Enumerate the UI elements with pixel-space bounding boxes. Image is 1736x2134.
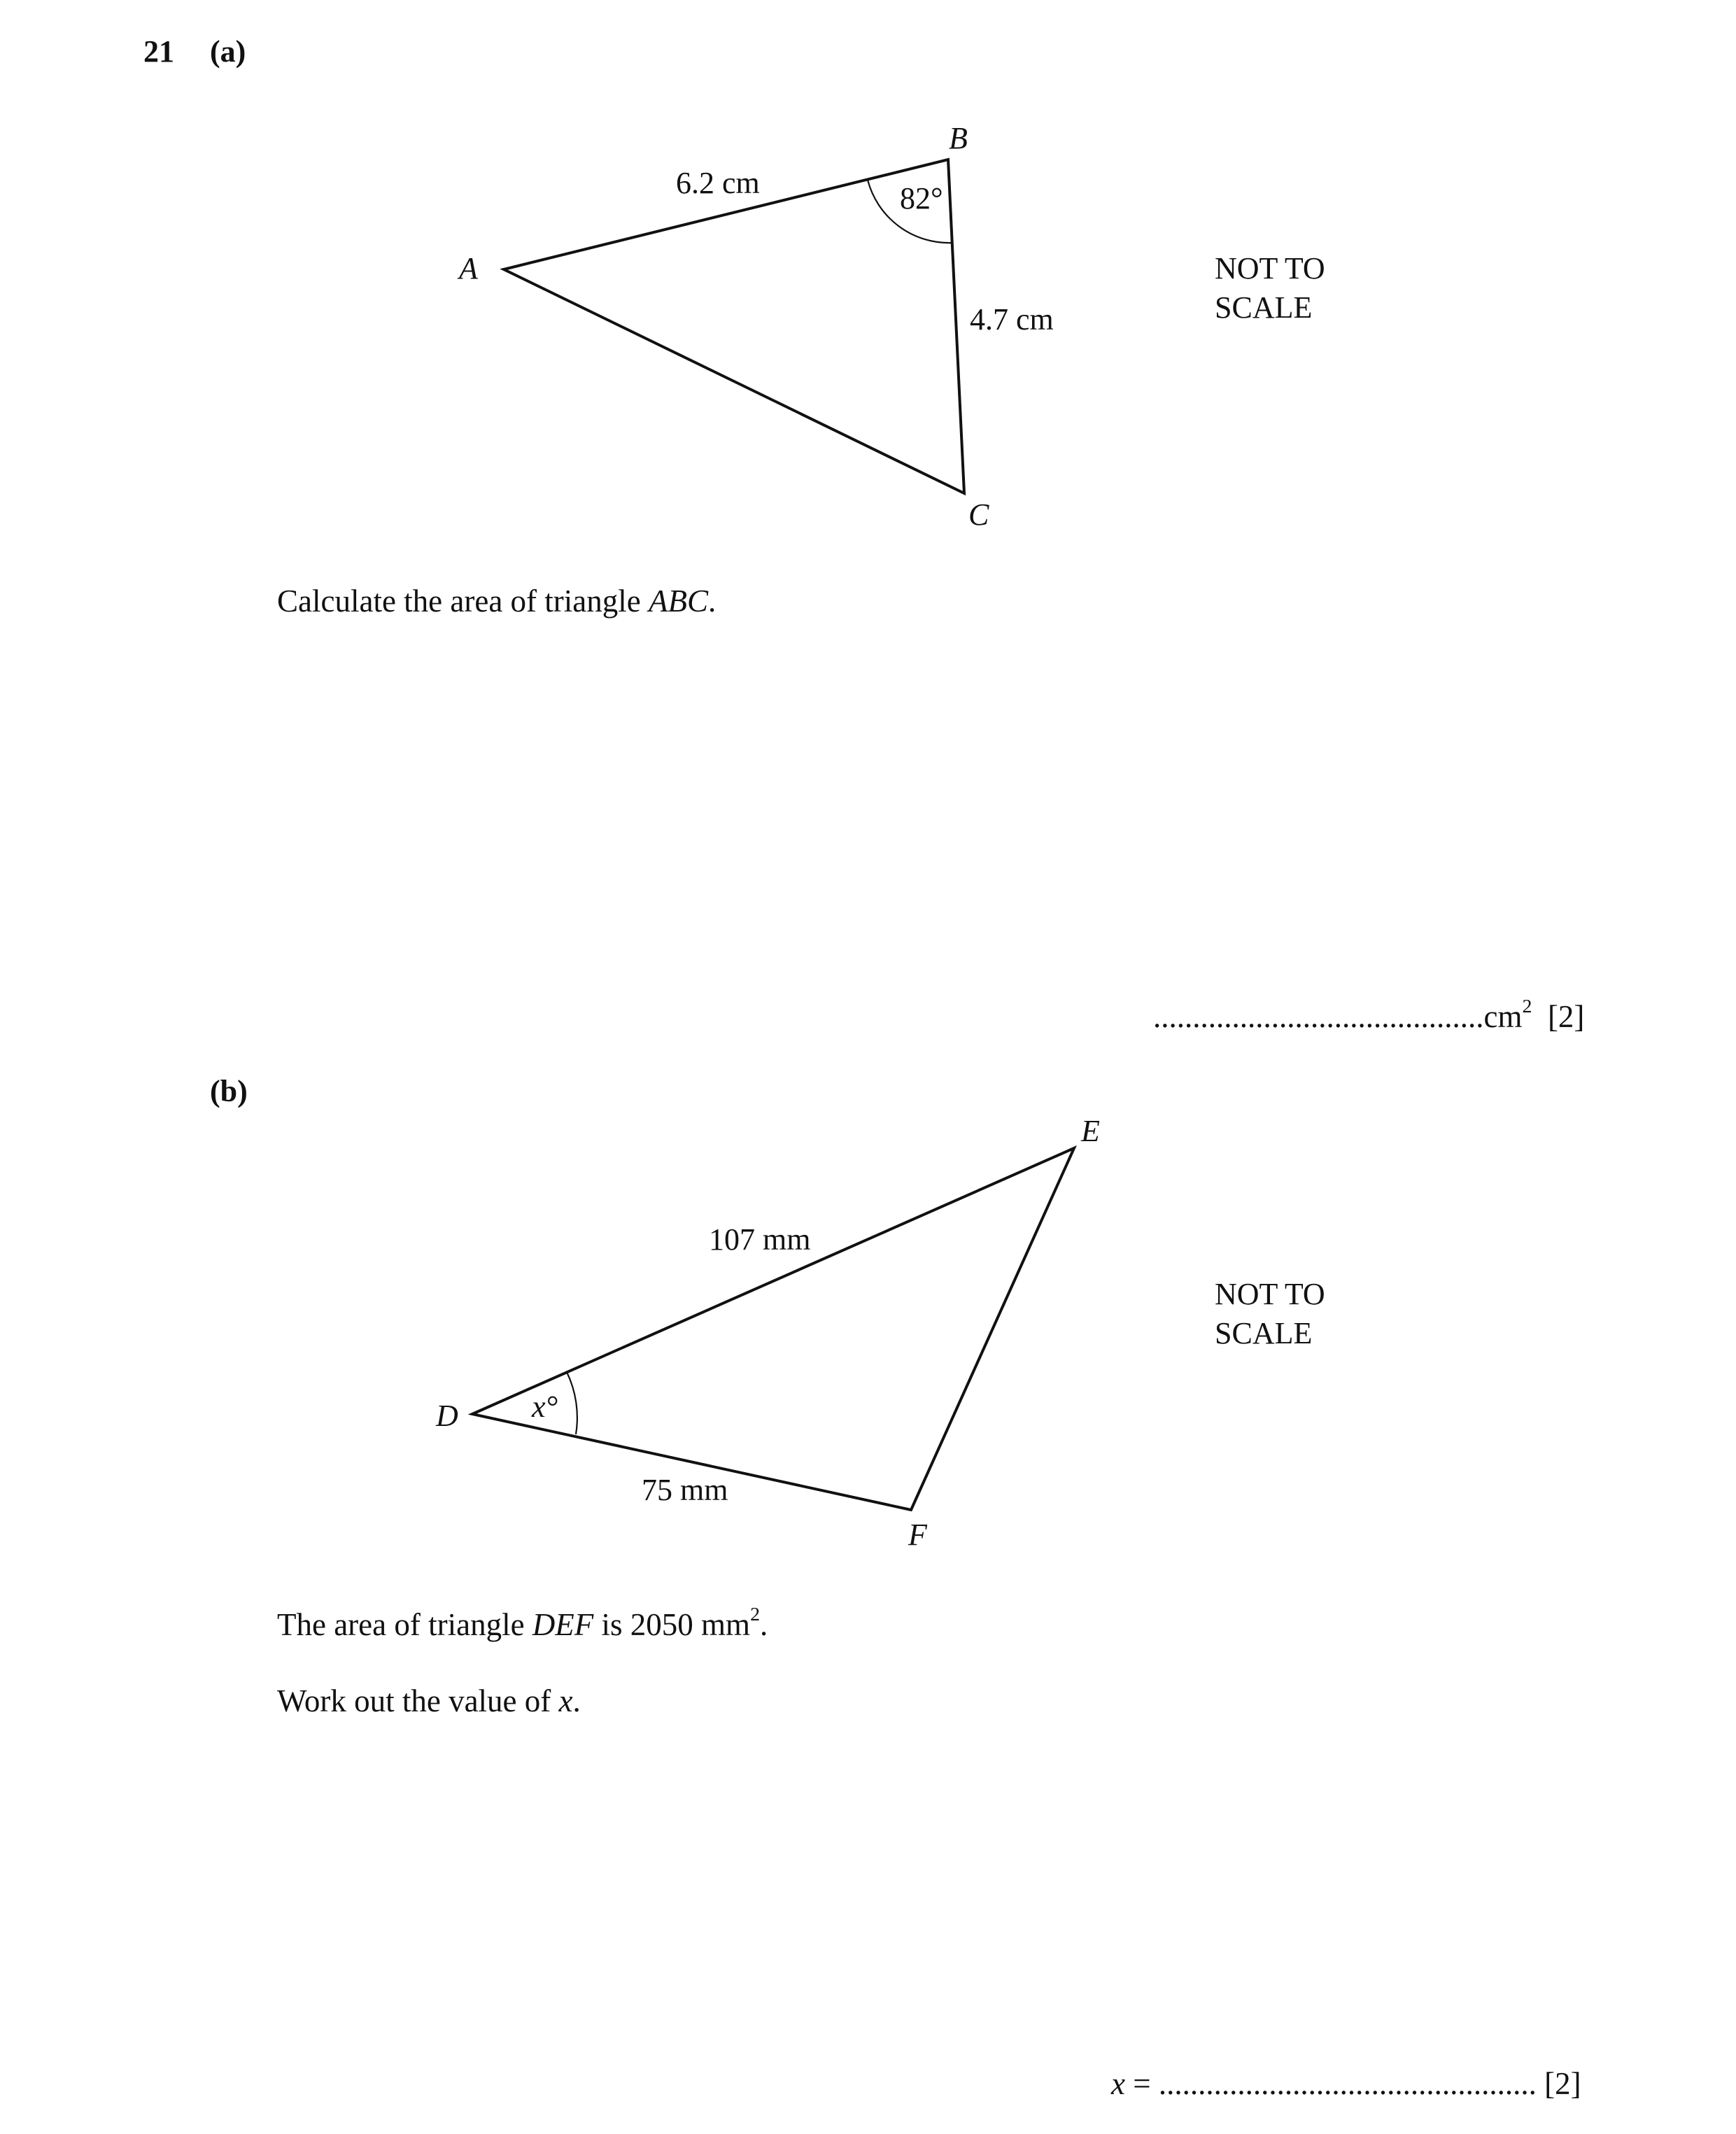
not-to-scale-line1: NOT TO [1215,251,1325,285]
question-number: 21 [143,34,174,69]
angle-d-label: x° [532,1390,558,1424]
area-statement-triangle: DEF [532,1607,594,1642]
vertex-c-label: C [968,497,989,532]
instruction-a-suffix: . [707,584,717,619]
not-to-scale-line1: NOT TO [1215,1277,1325,1311]
not-to-scale-line2: SCALE [1215,290,1313,325]
marks-b: [2] [1544,2066,1581,2101]
angle-d-arc [567,1372,577,1434]
answer-equals-b: = [1124,2066,1159,2101]
answer-dots-b[interactable]: ................................................ [1158,2066,1537,2101]
part-a-label: (a) [210,34,246,69]
answer-unit-a: cm [1483,999,1523,1034]
side-bc-length: 4.7 cm [970,302,1054,337]
area-statement-b [277,1606,768,1643]
not-to-scale-note-b [1215,1275,1325,1353]
area-statement-middle: is 2050 mm [593,1607,751,1642]
instruction-b-prefix: Work out the value of [277,1683,559,1718]
marks-spacer-b [1537,2066,1544,2101]
not-to-scale-note-a [1215,249,1325,327]
angle-b-label: 82° [900,181,943,215]
instruction-b-var: x [558,1683,573,1718]
side-ab-length: 6.2 cm [676,166,760,200]
area-statement-prefix: The area of triangle [277,1607,532,1642]
triangle-abc [504,160,964,493]
instruction-a-triangle: ABC [648,584,708,619]
triangle-def [472,1148,1074,1510]
vertex-b-label: B [949,121,968,155]
answer-dots-a[interactable]: .......................................... [1153,999,1484,1034]
part-b-label: (b) [210,1074,248,1108]
answer-unit-power-a: 2 [1522,996,1532,1018]
answer-line-a[interactable] [1153,998,1584,1035]
side-df-length: 75 mm [642,1473,728,1507]
instruction-b [277,1683,581,1719]
area-statement-suffix: . [760,1607,768,1642]
instruction-b-suffix: . [572,1683,581,1718]
instruction-a-prefix: Calculate the area of triangle [277,584,649,619]
vertex-f-label: F [908,1518,927,1552]
vertex-a-label: A [459,251,478,285]
not-to-scale-line2: SCALE [1215,1316,1313,1350]
area-statement-power: 2 [750,1604,761,1626]
marks-a: [2] [1547,999,1585,1034]
side-de-length: 107 mm [709,1222,811,1257]
answer-line-b[interactable] [1111,2065,1581,2102]
instruction-a [277,583,716,619]
vertex-d-label: D [436,1399,458,1433]
marks-spacer-a [1532,999,1548,1034]
answer-var-b: x [1111,2066,1125,2101]
vertex-e-label: E [1081,1114,1100,1148]
